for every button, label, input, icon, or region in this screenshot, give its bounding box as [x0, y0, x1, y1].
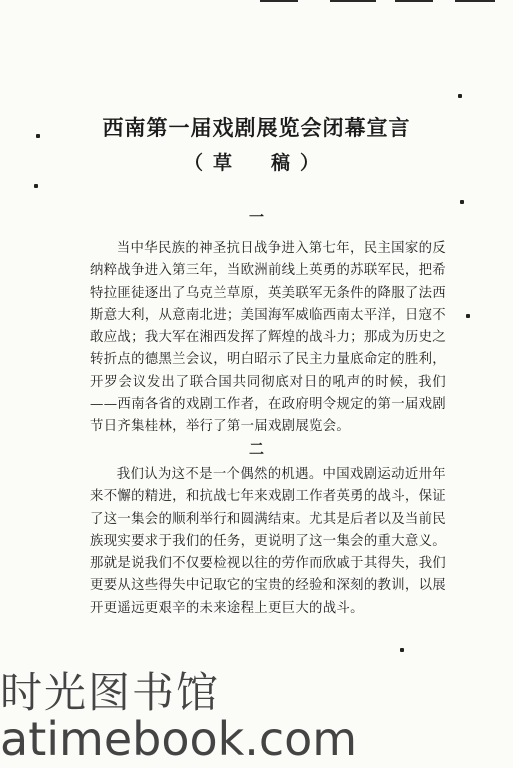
scan-speck [400, 648, 404, 652]
top-edge-rule [260, 0, 298, 2]
section-paragraph-2: 我们认为这不是一个偶然的机遇。中国戏剧运动近卅年来不懈的精进，和抗战七年来戏剧工作者英勇的战斗，保证了这一集会的顺利举行和圆满结束。尤其是后者以及当前民族现实要求于我们的任务，更说明了这一集会的重大意义。那就是说我们不仅要检视以往的劳作而欣戚于其得失，我们更要从这些得失中记取它的宝贵的经验和深刻的教训，以展开更遥远更艰辛的未来途程上更巨大的战斗。 [90, 467, 446, 616]
watermark-chinese: 时光图书馆 [0, 668, 221, 717]
watermark-url: atimebook.com [0, 712, 358, 766]
section-marker-1: 一 [248, 208, 264, 226]
section-paragraph-1: 当中华民族的神圣抗日战争进入第七年，民主国家的反纳粹战争进入第三年，当欧洲前线上英勇的苏联军民，把希特拉匪徒逐出了乌克兰草原，英美联军无条件的降服了法西斯意大利，从意南北进；美国海军威临西南太平洋，日寇不敢应战；我大军在湘西发挥了辉煌的战斗力；那成为历史之转折点的德黑兰会议，明白昭示了民主力量底命定的胜利，开罗会议发出了联合国共同彻底对日的吼声的时候，我们——西南各省的戏剧工作者，在政府明令规定的第一届戏剧节日齐集桂林，举行了第一届戏剧展览会。 [90, 241, 446, 435]
page-title: 西南第一届戏剧展览会闭幕宣言 [102, 115, 411, 140]
top-edge-rule [455, 0, 495, 2]
scan-speck [460, 200, 464, 204]
page-subtitle: （草 稿） [183, 152, 329, 174]
scan-speck [466, 314, 470, 318]
top-edge-rule [330, 0, 376, 2]
scan-speck [34, 184, 38, 188]
section-marker-2: 二 [248, 440, 264, 458]
top-edge-rule [395, 0, 433, 2]
scan-speck [458, 94, 462, 98]
